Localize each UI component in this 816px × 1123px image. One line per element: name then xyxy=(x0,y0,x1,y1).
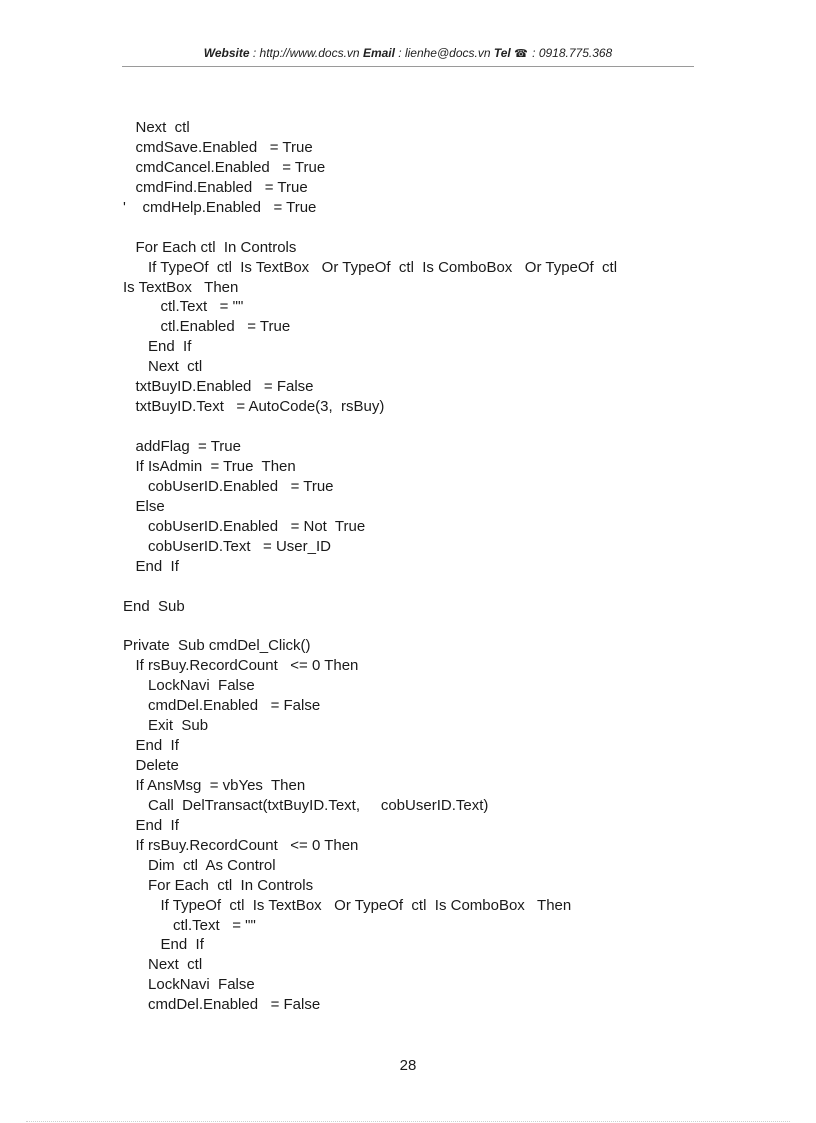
website-label: Website xyxy=(203,46,250,60)
code-line xyxy=(123,218,703,238)
code-line: Next ctl xyxy=(123,358,203,376)
code-line: For Each ctl In Controls xyxy=(123,876,314,894)
code-line: cmdDel.Enabled = False xyxy=(123,697,321,715)
code-line: txtBuyID.Text = AutoCode(3, rsBuy) xyxy=(123,398,385,416)
code-listing xyxy=(123,118,703,1015)
code-line xyxy=(123,616,703,636)
code-line: End If xyxy=(123,936,204,954)
email-label: Email xyxy=(362,46,395,60)
code-line: cmdSave.Enabled = True xyxy=(123,138,313,156)
email-value: : lienhe@docs.vn xyxy=(394,46,494,60)
code-line: If rsBuy.RecordCount <= 0 Then xyxy=(123,657,359,675)
code-line: Delete xyxy=(123,757,179,774)
code-line: Next ctl xyxy=(123,956,203,974)
code-line: If TypeOf ctl Is TextBox Or TypeOf ctl Is ComboBox Then xyxy=(123,896,572,914)
code-line: Next ctl xyxy=(123,119,190,136)
code-line: End If xyxy=(123,557,179,575)
code-line: txtBuyID.Enabled = False xyxy=(123,378,314,396)
code-line: Dim ctl As Control xyxy=(123,856,276,874)
code-line: LockNavi False xyxy=(123,976,255,994)
code-line xyxy=(123,417,703,437)
page-header xyxy=(122,46,694,67)
code-line: cobUserID.Enabled = True xyxy=(123,477,334,495)
footer-divider xyxy=(26,1121,790,1122)
code-line: cobUserID.Enabled = Not True xyxy=(123,517,366,535)
code-line: Else xyxy=(123,497,165,515)
website-value: : http://www.docs.vn xyxy=(249,46,363,60)
code-line xyxy=(123,577,703,597)
code-line: End If xyxy=(123,737,179,755)
code-line: cmdCancel.Enabled = True xyxy=(123,158,326,176)
code-line: ctl.Enabled = True xyxy=(123,318,291,336)
code-line: cmdFind.Enabled = True xyxy=(123,178,308,196)
tel-value: : 0918.775.368 xyxy=(528,46,613,60)
code-line: Is TextBox Then xyxy=(123,278,239,296)
code-line: If TypeOf ctl Is TextBox Or TypeOf ctl Is ComboBox Or TypeOf ctl xyxy=(123,258,618,276)
code-line: ctl.Text = "" xyxy=(123,916,256,934)
code-line: End Sub xyxy=(123,597,185,615)
code-line: cobUserID.Text = User_ID xyxy=(123,537,331,555)
page-number: 28 xyxy=(399,1057,417,1074)
code-line: ctl.Text = "" xyxy=(123,298,244,316)
code-line: For Each ctl In Controls xyxy=(123,238,297,256)
code-line: addFlag = True xyxy=(123,438,241,455)
code-line: If AnsMsg = vbYes Then xyxy=(123,776,306,794)
code-line: End If xyxy=(123,816,179,834)
code-line: Call DelTransact(txtBuyID.Text, cobUserID.Text) xyxy=(123,796,489,814)
code-line: cmdDel.Enabled = False xyxy=(123,996,321,1014)
code-line: If IsAdmin = True Then xyxy=(123,457,296,475)
tel-label: Tel xyxy=(493,46,511,60)
code-line: LockNavi False xyxy=(123,677,255,695)
code-line: If rsBuy.RecordCount <= 0 Then xyxy=(123,836,359,854)
code-line: End If xyxy=(123,338,192,356)
code-line: Private Sub cmdDel_Click() xyxy=(123,637,311,655)
code-line: Exit Sub xyxy=(123,717,209,735)
code-line: ' cmdHelp.Enabled = True xyxy=(123,198,317,216)
phone-icon: ☎ xyxy=(514,48,528,60)
